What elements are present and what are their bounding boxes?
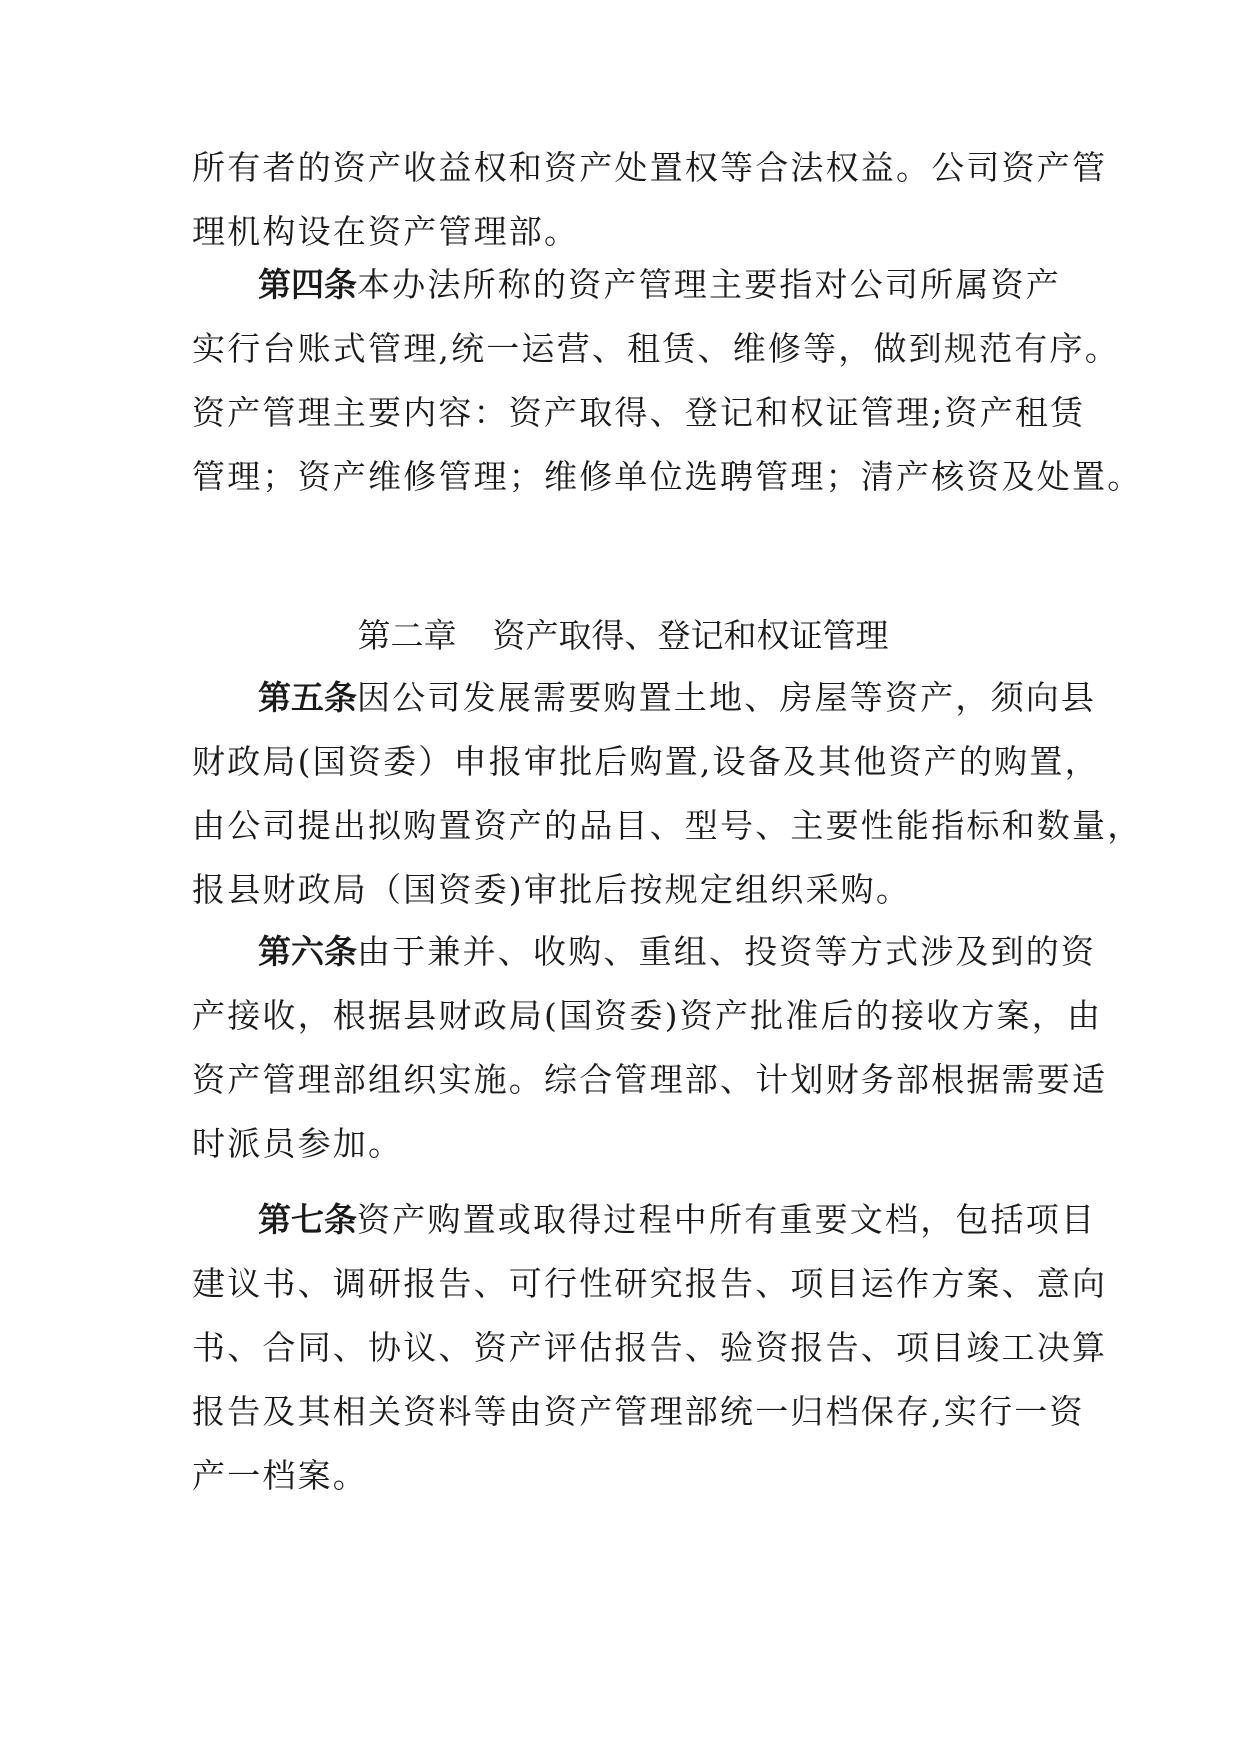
- article-text: 因公司发展需要购置土地、房屋等资产，须向县: [357, 678, 1097, 717]
- text-line: [192, 1188, 1097, 1252]
- text-line: 资产管理主要内容：资产取得、登记和权证管理;资产租赁: [192, 393, 1086, 432]
- article-6: [192, 920, 1108, 1176]
- article-text: 本办法所称的资产管理主要指对公司所属资产: [357, 265, 1061, 304]
- text-line: 时派员参加。: [192, 1124, 404, 1163]
- text-line: 理机构设在资产管理部。: [192, 212, 580, 251]
- article-4: [192, 253, 1143, 509]
- text-line: 管理；资产维修管理；维修单位选聘管理；清产核资及处置。: [192, 457, 1143, 496]
- text-line: 产接收，根据县财政局(国资委)资产批准后的接收方案，由: [192, 996, 1103, 1035]
- text-line: [192, 666, 1097, 730]
- article-text: 由于兼并、收购、重组、投资等方式涉及到的资: [357, 932, 1097, 971]
- text-line: [192, 253, 1061, 317]
- article-5: [192, 666, 1143, 922]
- chapter-number: 第二章: [357, 616, 457, 655]
- text-line: 书、合同、协议、资产评估报告、验资报告、项目竣工决算: [192, 1328, 1108, 1367]
- paragraph-continuation: [192, 136, 1108, 264]
- text-line: 资产管理部组织实施。综合管理部、计划财务部根据需要适: [192, 1060, 1108, 1099]
- text-line: 财政局(国资委）申报审批后购置,设备及其他资产的购置，: [192, 742, 1100, 781]
- article-text: 资产购置或取得过程中所有重要文档，包括项目: [357, 1200, 1097, 1239]
- chapter-title: 资产取得、登记和权证管理: [492, 616, 889, 655]
- article-7: [192, 1188, 1108, 1508]
- article-label: 第七条: [258, 1200, 357, 1239]
- text-line: 所有者的资产收益权和资产处置权等合法权益。公司资产管: [192, 148, 1108, 187]
- text-line: 报县财政局（国资委)审批后按规定组织采购。: [192, 870, 912, 909]
- article-label: 第五条: [258, 678, 357, 717]
- text-line: 建议书、调研报告、可行性研究报告、项目运作方案、意向: [192, 1264, 1108, 1303]
- article-label: 第六条: [258, 932, 357, 971]
- text-line: 由公司提出拟购置资产的品目、型号、主要性能指标和数量，: [192, 806, 1143, 845]
- chapter-heading: [192, 604, 1054, 668]
- text-line: 实行台账式管理,统一运营、租赁、维修等，做到规范有序。: [192, 329, 1120, 368]
- text-line: [192, 920, 1097, 984]
- article-label: 第四条: [258, 265, 357, 304]
- text-line: 报告及其相关资料等由资产管理部统一归档保存,实行一资: [192, 1392, 1085, 1431]
- text-line: 产一档案。: [192, 1456, 368, 1495]
